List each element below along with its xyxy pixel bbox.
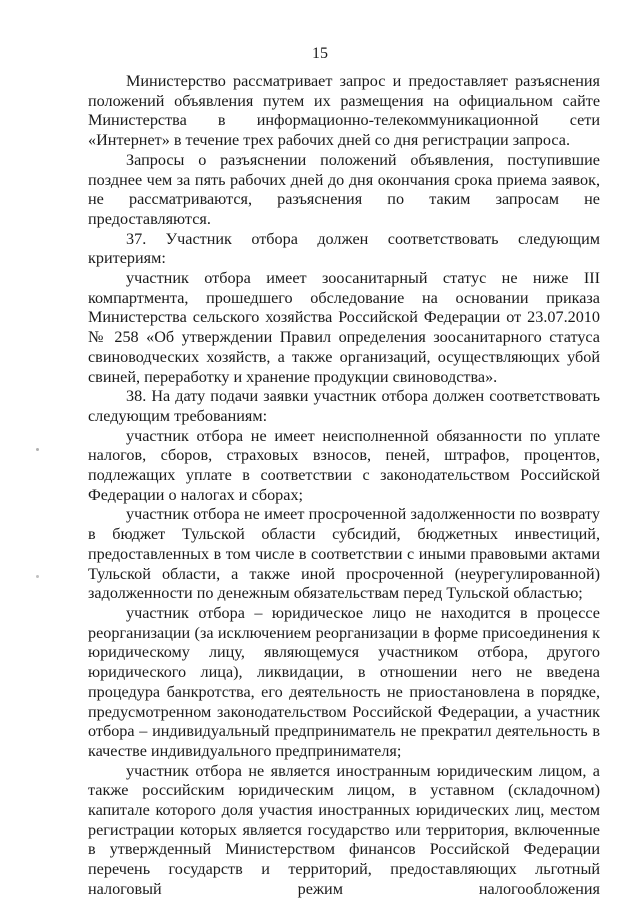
paragraph-clause-37: 37. Участник отбора должен соответствовать следующим критериям: [88, 229, 600, 268]
paragraph-reorganization: участник отбора – юридическое лицо не находится в процессе реорганизации (за исключением реорганизации в форме присоединения к юридическому лицу, являющемуся участником отбора, другого юридического лица), ликвидации, в отношении него не введена процедура банкротства, его деятельность не приостановлена в порядке, предусмотренном законодательством Российской Федерации, а участник отбора – индивидуальный предприниматель не прекратил деятельность в качестве индивидуального предпринимателя; [88, 603, 600, 760]
paragraph-zoosanitary-status: участник отбора имеет зоосанитарный статус не ниже III компартмента, прошедшего обследование на основании приказа Министерства сельского хозяйства Российской Федерации от 23.07.2010 № 258 «Об утверждении Правил определения зоосанитарного статуса свиноводческих хозяйств, а также организаций, осуществляющих убой свиней, переработку и хранение продукции свиноводства». [88, 269, 600, 386]
scan-speck [36, 575, 39, 578]
paragraph-ministry-clarification: Министерство рассматривает запрос и предоставляет разъяснения положений объявления путем их размещения на официальном сайте Министерства в информационно-телекоммуникационной сети «Интернет» в течение трех рабочих дней со дня регистрации запроса. [88, 72, 600, 150]
page-number: 15 [312, 45, 328, 62]
paragraph-late-requests: Запросы о разъяснении положений объявления, поступившие позднее чем за пять рабочих дней до дня окончания срока приема заявок, не рассматриваются, разъяснения по таким запросам не предоставляются. [88, 150, 600, 228]
scan-speck [36, 448, 39, 451]
paragraph-overdue-debt: участник отбора не имеет просроченной задолженности по возврату в бюджет Тульской области субсидий, бюджетных инвестиций, предоставленных в том числе в соответствии с иными правовыми актами Тульской области, а также иной просроченной (неурегулированной) задолженности по денежным обязательствам перед Тульской областью; [88, 505, 600, 603]
paragraph-foreign-entity: участник отбора не является иностранным юридическим лицом, а также российским юридическим лицом, в уставном (складочном) капитале которого доля участия иностранных юридических лиц, местом регистрации которых является государство или территория, включенные в утвержденный Министерством финансов Российской Федерации перечень государств и территорий, предоставляющих льготный налоговый режим налогообложения [88, 761, 600, 898]
document-body [88, 72, 600, 900]
paragraph-clause-38: 38. На дату подачи заявки участник отбора должен соответствовать следующим требованиям: [88, 387, 600, 425]
paragraph-tax-obligations: участник отбора не имеет неисполненной обязанности по уплате налогов, сборов, страховых взносов, пеней, штрафов, процентов, подлежащих уплате в соответствии с законодательством Российской Федерации о налогах и сборах; [88, 426, 600, 504]
